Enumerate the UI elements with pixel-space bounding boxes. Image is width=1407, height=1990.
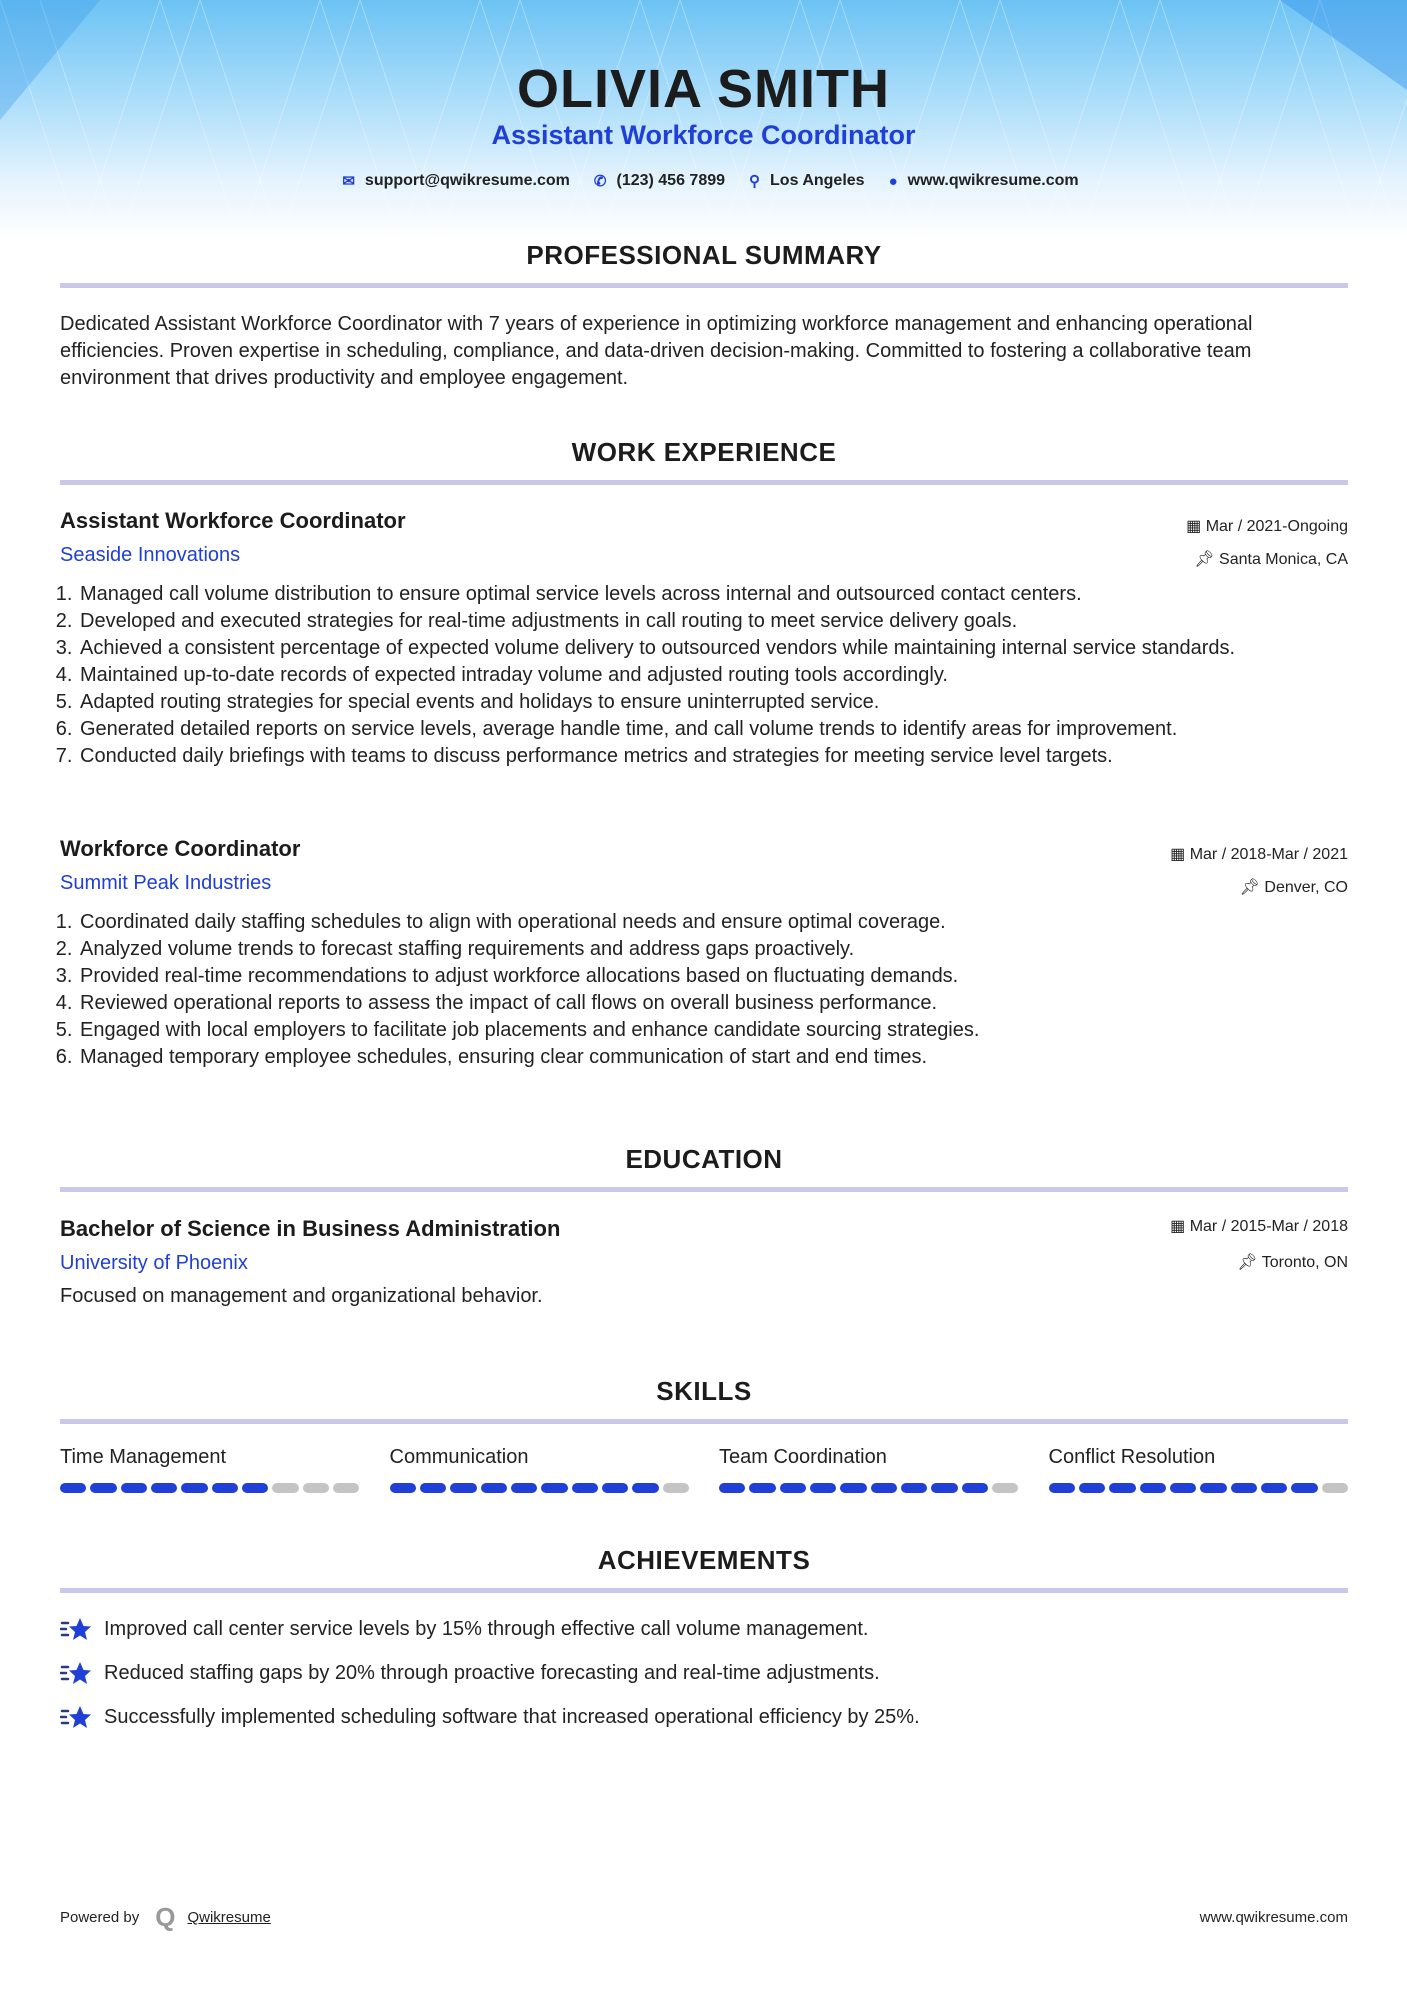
- bullet: 2. Developed and executed strategies for real-time adjustments in call routing to meet service delivery goals.: [78, 608, 1348, 635]
- job-title: Assistant Workforce Coordinator: [60, 508, 406, 533]
- achievement-item: [60, 1651, 1348, 1695]
- bullet: 3. Provided real-time recommendations to adjust workforce allocations based on fluctuating demands.: [78, 963, 1348, 990]
- brand-link[interactable]: Qwikresume: [187, 1909, 271, 1926]
- powered-by-label: Powered by: [60, 1909, 140, 1926]
- contact-website[interactable]: www.qwikresume.com: [907, 172, 1079, 189]
- bullet: 4. Maintained up-to-date records of expected intraday volume and adjusted routing tools accordingly.: [78, 662, 1348, 689]
- achievement-item: [60, 1695, 1348, 1739]
- bullet: 4. Reviewed operational reports to assess the impact of call flows on overall business performance.: [78, 990, 1348, 1017]
- skill-level-segment: [420, 1483, 446, 1493]
- job-company: Summit Peak Industries: [60, 872, 272, 894]
- job-bullets: [60, 909, 1348, 1071]
- skill-item: [390, 1446, 690, 1493]
- skills-section: [60, 1376, 1348, 1493]
- skill-level-segment: [242, 1483, 268, 1493]
- degree: Bachelor of Science in Business Administration: [60, 1216, 561, 1241]
- skill-level-segment: [511, 1483, 537, 1493]
- bullet: 5. Engaged with local employers to facilitate job placements and enhance candidate sourcing strategies.: [78, 1017, 1348, 1044]
- bullet: 5. Adapted routing strategies for special events and holidays to ensure uninterrupted service.: [78, 689, 1348, 716]
- skill-level-segment: [90, 1483, 116, 1493]
- skill-level-segment: [632, 1483, 658, 1493]
- skill-level-segment: [962, 1483, 988, 1493]
- achievement-text: Improved call center service levels by 15% through effective call volume management.: [104, 1617, 869, 1640]
- education-location: 📌︎ Toronto, ON: [1237, 1254, 1348, 1271]
- skill-level-segment: [450, 1483, 476, 1493]
- skill-level-segment: [541, 1483, 567, 1493]
- section-heading: ACHIEVEMENTS: [597, 1545, 811, 1575]
- skill-level-segment: [1049, 1483, 1075, 1493]
- skill-item: [1049, 1446, 1349, 1493]
- skill-level-segment: [121, 1483, 147, 1493]
- skill-level-segment: [602, 1483, 628, 1493]
- star-icon: [60, 1703, 92, 1731]
- summary-text: Dedicated Assistant Workforce Coordinator with 7 years of experience in optimizing workforce management and enhancing operational efficiencies. Proven expertise in scheduling, compliance, and data-driven decision-making. Committed to fostering a collaborative team environment that drives productivity and employee engagement.: [60, 313, 1253, 389]
- skill-level-segment: [151, 1483, 177, 1493]
- skill-level-segment: [390, 1483, 416, 1493]
- pin-icon: 📌︎: [1239, 879, 1265, 896]
- skill-level-segment: [1231, 1483, 1257, 1493]
- skill-level-segment: [840, 1483, 866, 1493]
- contact-bar: [0, 172, 1407, 190]
- skill-level-segment: [572, 1483, 598, 1493]
- skill-item: [60, 1446, 360, 1493]
- skill-level-segment: [333, 1483, 359, 1493]
- star-icon: [60, 1615, 92, 1643]
- pin-icon: 📌︎: [1237, 1254, 1262, 1271]
- section-divider: [60, 480, 1348, 485]
- bullet: 3. Achieved a consistent percentage of expected volume delivery to outsourced vendors while maintaining internal service standards.: [78, 635, 1348, 662]
- skill-name: Time Management: [60, 1446, 226, 1468]
- location-pin-icon: ⚲: [749, 173, 761, 190]
- bullet: 7. Conducted daily briefings with teams to discuss performance metrics and strategies for meeting service level targets.: [78, 743, 1348, 770]
- skill-level-segment: [663, 1483, 689, 1493]
- bullet: 2. Analyzed volume trends to forecast staffing requirements and address gaps proactively.: [78, 936, 1348, 963]
- bullet: 6. Generated detailed reports on service levels, average handle time, and call volume trends to identify areas for improvement.: [78, 716, 1348, 743]
- header-banner: [0, 0, 1407, 240]
- section-heading: SKILLS: [656, 1376, 752, 1406]
- skill-level-segment: [181, 1483, 207, 1493]
- skill-rating-bar: [1049, 1483, 1349, 1493]
- achievement-item: [60, 1607, 1348, 1651]
- calendar-icon: ▦: [1186, 518, 1206, 535]
- footer: [60, 1902, 1348, 1933]
- skill-level-segment: [1291, 1483, 1317, 1493]
- pin-icon: 📌︎: [1194, 551, 1220, 568]
- skill-level-segment: [1109, 1483, 1135, 1493]
- education-section: [60, 1144, 1348, 1310]
- skill-level-segment: [1170, 1483, 1196, 1493]
- skill-level-segment: [810, 1483, 836, 1493]
- job-dates: ▦ Mar / 2021-Ongoing: [1186, 518, 1348, 535]
- education-dates: ▦ Mar / 2015-Mar / 2018: [1170, 1218, 1348, 1235]
- skill-level-segment: [901, 1483, 927, 1493]
- achievement-text: Successfully implemented scheduling software that increased operational efficiency by 25%.: [104, 1705, 920, 1728]
- school: University of Phoenix: [60, 1252, 248, 1274]
- section-heading: WORK EXPERIENCE: [571, 437, 837, 467]
- skill-level-segment: [1261, 1483, 1287, 1493]
- skill-rating-bar: [390, 1483, 690, 1493]
- candidate-title: Assistant Workforce Coordinator: [491, 120, 916, 150]
- email-icon: ✉: [342, 173, 355, 190]
- skill-level-segment: [931, 1483, 957, 1493]
- skill-level-segment: [272, 1483, 298, 1493]
- calendar-icon: ▦: [1170, 1218, 1190, 1235]
- achievements-section: [60, 1545, 1348, 1739]
- skill-name: Conflict Resolution: [1048, 1446, 1216, 1468]
- candidate-name: OLIVIA SMITH: [517, 59, 890, 119]
- skill-level-segment: [871, 1483, 897, 1493]
- skill-level-segment: [1079, 1483, 1105, 1493]
- globe-icon: ●: [888, 172, 898, 190]
- work-section: [60, 437, 1348, 485]
- job-bullets: [60, 581, 1348, 770]
- achievement-text: Reduced staffing gaps by 20% through proactive forecasting and real-time adjustments.: [104, 1661, 880, 1684]
- job-title: Workforce Coordinator: [60, 836, 301, 861]
- job-company: Seaside Innovations: [60, 544, 241, 566]
- skill-level-segment: [212, 1483, 238, 1493]
- skill-level-segment: [992, 1483, 1018, 1493]
- footer-website[interactable]: www.qwikresume.com: [1199, 1909, 1348, 1926]
- skill-level-segment: [1322, 1483, 1348, 1493]
- star-icon: [60, 1659, 92, 1687]
- skill-item: [719, 1446, 1019, 1493]
- job-entry: [60, 508, 1348, 770]
- bullet: 1. Managed call volume distribution to ensure optimal service levels across internal and outsourced contact centers.: [78, 581, 1348, 608]
- skill-level-segment: [60, 1483, 86, 1493]
- section-heading: EDUCATION: [625, 1144, 783, 1174]
- skill-level-segment: [303, 1483, 329, 1493]
- skill-level-segment: [780, 1483, 806, 1493]
- contact-phone: (123) 456 7899: [616, 172, 726, 189]
- phone-icon: ✆: [593, 173, 607, 190]
- bullet: 1. Coordinated daily staffing schedules to align with operational needs and ensure optimal coverage.: [78, 909, 1348, 936]
- job-location: 📌︎ Santa Monica, CA: [1194, 551, 1348, 568]
- skill-name: Team Coordination: [719, 1446, 887, 1468]
- job-location: 📌︎ Denver, CO: [1239, 879, 1348, 896]
- skill-name: Communication: [389, 1446, 529, 1468]
- section-divider: [60, 1419, 1348, 1424]
- skill-level-segment: [1200, 1483, 1226, 1493]
- section-divider: [60, 1588, 1348, 1593]
- skill-level-segment: [749, 1483, 775, 1493]
- section-heading: PROFESSIONAL SUMMARY: [526, 240, 882, 270]
- skill-rating-bar: [719, 1483, 1019, 1493]
- education-description: Focused on management and organizational behavior.: [60, 1285, 543, 1307]
- bullet: 6. Managed temporary employee schedules, ensuring clear communication of start and end times.: [78, 1044, 1348, 1071]
- section-divider: [60, 283, 1348, 288]
- qwikresume-logo-icon: Q: [155, 1902, 176, 1932]
- calendar-icon: ▦: [1170, 846, 1190, 863]
- skill-rating-bar: [60, 1483, 360, 1493]
- skill-level-segment: [719, 1483, 745, 1493]
- job-dates: ▦ Mar / 2018-Mar / 2021: [1170, 846, 1348, 863]
- section-divider: [60, 1187, 1348, 1192]
- contact-email[interactable]: support@qwikresume.com: [364, 172, 570, 189]
- summary-section: [60, 240, 1348, 392]
- job-entry: [60, 836, 1348, 1071]
- contact-location: Los Angeles: [770, 172, 865, 189]
- skill-level-segment: [481, 1483, 507, 1493]
- skill-level-segment: [1140, 1483, 1166, 1493]
